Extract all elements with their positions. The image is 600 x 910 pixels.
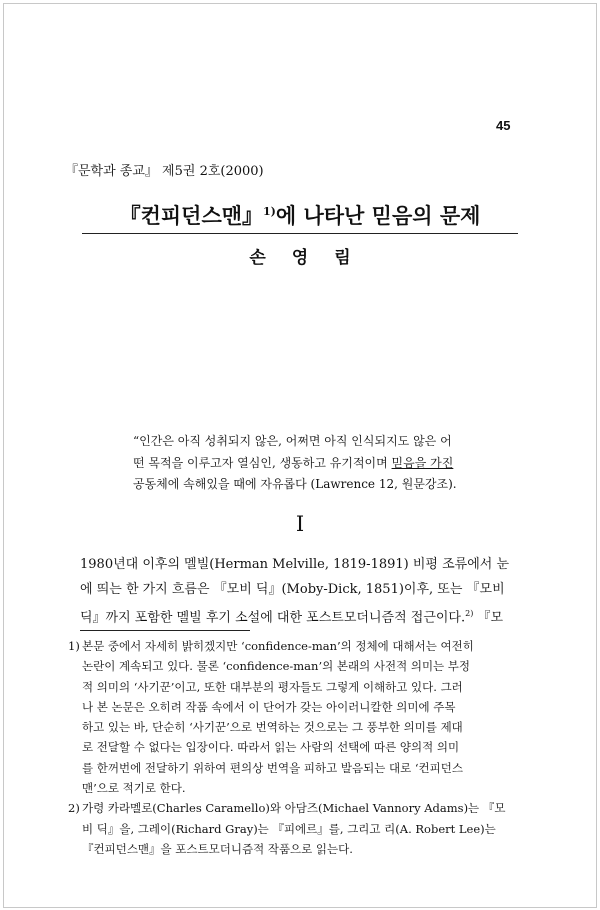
footnote-line: 비 딕』을, 그레이(Richard Gray)는 『피에르』를, 그리고 리(A. Robert Lee)는 <box>82 821 496 836</box>
body-line: 에 띄는 한 가지 흐름은 『모비 딕』(Moby-Dick, 1851)이후, 또는 『모비 <box>80 581 505 597</box>
footnote-number: 1) <box>68 639 80 653</box>
epigraph-text: 떤 목적을 이루고자 열심인, 생동하고 유기적이며 <box>133 455 392 470</box>
epigraph-line: 공동체에 속해있을 때에 자유롭다 (Lawrence 12, 원문강조). <box>133 477 457 491</box>
title-footnote-marker[interactable]: 1) <box>263 205 276 218</box>
footnote-rule <box>80 630 250 631</box>
journal-reference: 『문학과 종교』 제5권 2호(2000) <box>65 164 264 179</box>
footnote-number: 2) <box>68 801 80 816</box>
footnote-line: 적 의미의 ‘사기꾼’이고, 또한 대부분의 평자들도 그렇게 이해하고 있다. 그러 <box>82 679 463 694</box>
article-title <box>0 200 600 230</box>
footnote-1 <box>68 636 520 798</box>
footnote-line: 논란이 계속되고 있다. 물론 ‘confidence-man’의 본래의 사전적 의미는 부정 <box>82 659 471 674</box>
body-line <box>80 602 528 631</box>
page-number: 45 <box>496 118 511 133</box>
body-text <box>80 553 528 631</box>
title-main: 『컨피던스맨』 <box>119 203 264 228</box>
epigraph-line <box>133 453 517 475</box>
footnote-line: 나 본 논문은 오히려 작품 속에서 이 단어가 갖는 아이러니칼한 의미에 주목 <box>82 699 456 714</box>
body-text-span: 딕』까지 포함한 멜빌 후기 소설에 대한 포스트모더니즘적 접근이다. <box>80 610 466 626</box>
epigraph-line: “인간은 아직 성취되지 않은, 어쩌면 아직 인식되지도 않은 어 <box>133 434 452 448</box>
epigraph <box>133 431 517 496</box>
epigraph-underlined-text: 믿음을 가진 <box>391 455 454 470</box>
footnote-line: 를 한꺼번에 전달하기 위하여 편의상 번역을 피하고 발음되는 대로 ‘컨피던스 <box>82 760 463 775</box>
title-rule <box>82 233 518 234</box>
footnote-marker[interactable]: 2) <box>465 609 474 618</box>
footnote-2 <box>68 798 520 859</box>
section-heading: I <box>295 512 305 536</box>
footnote-line: 로 전달할 수 없다는 입장이다. 따라서 읽는 사람의 선택에 따른 양의적 의미 <box>82 740 460 755</box>
footnote-line: 맨’으로 적기로 한다. <box>82 781 186 796</box>
footnote-line: 본문 중에서 자세히 밝히겠지만 ‘confidence-man’의 정체에 대해서는 여전히 <box>82 639 474 653</box>
body-text-span: 『모 <box>473 610 504 626</box>
footnotes <box>68 636 520 859</box>
title-rest: 에 나타난 믿음의 문제 <box>275 203 481 228</box>
footnote-line: 하고 있는 바, 단순히 ‘사기꾼’으로 번역하는 것으로는 그 풍부한 의미를 제대 <box>82 720 463 735</box>
footnote-line: 가령 카라멜로(Charles Caramello)와 아담즈(Michael Vannory Adams)는 『모 <box>82 801 506 816</box>
author-name: 손영림 <box>249 248 377 268</box>
body-line: 1980년대 이후의 멜빌(Herman Melville, 1819-1891) 비평 조류에서 눈 <box>80 557 510 572</box>
footnote-line: 『컨피던스맨』을 포스트모더니즘적 작품으로 읽는다. <box>82 841 353 856</box>
